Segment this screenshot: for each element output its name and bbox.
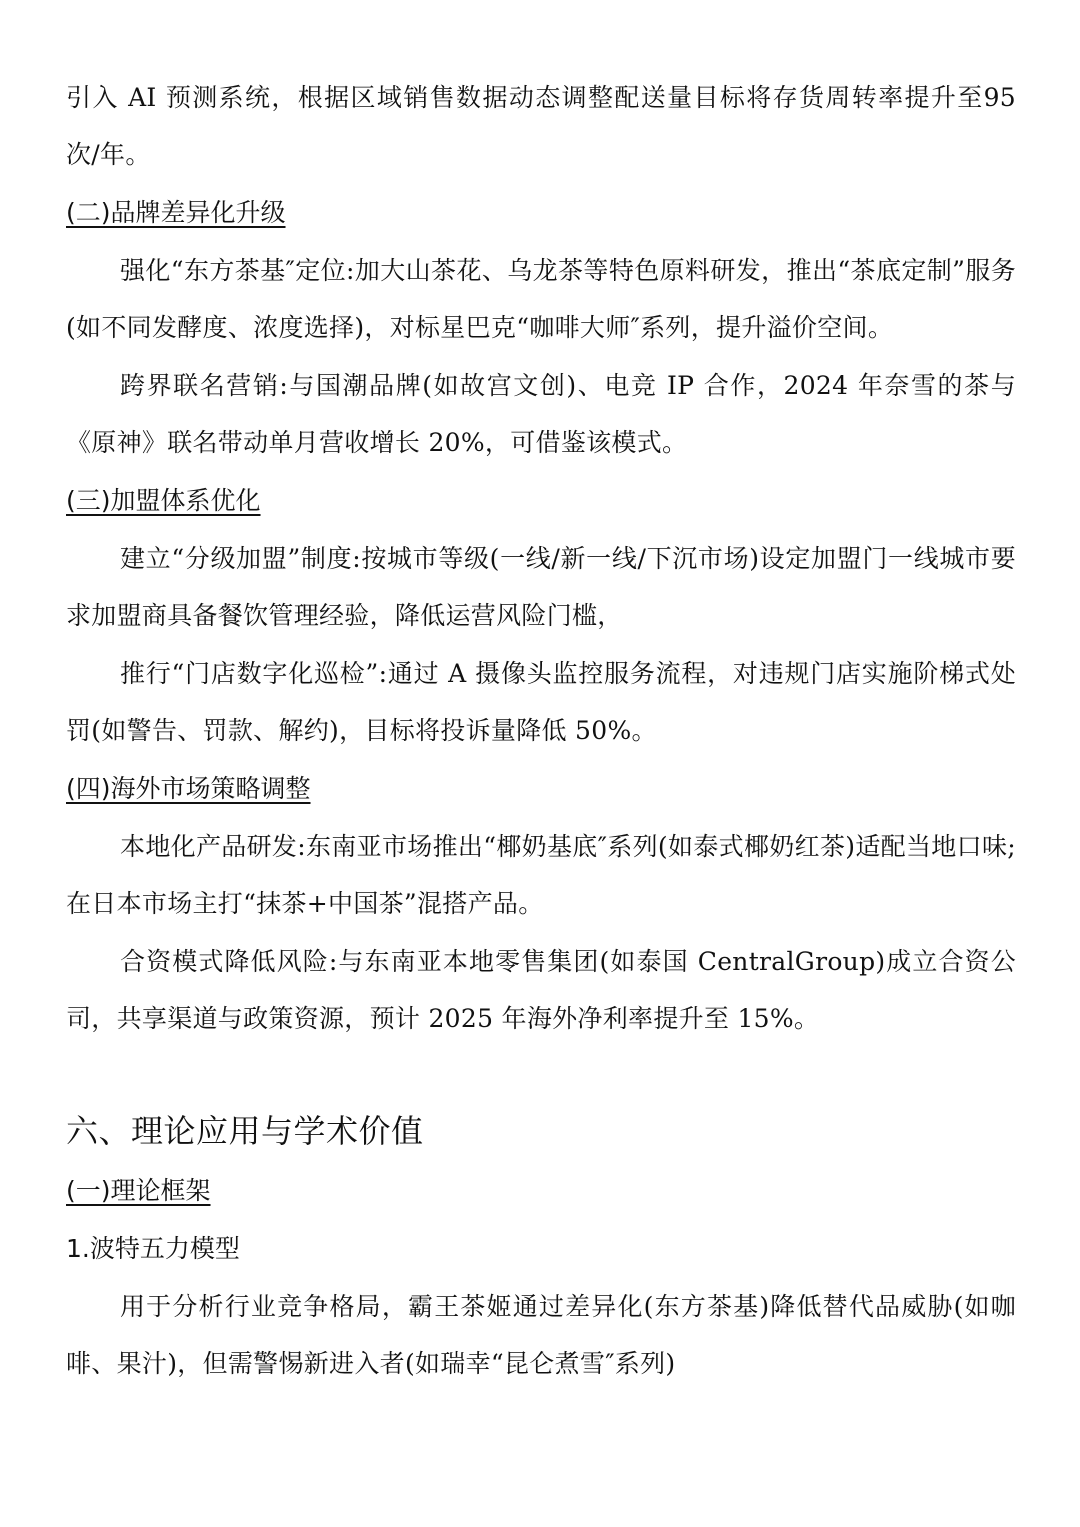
heading-overseas-strategy — [66, 761, 1016, 817]
heading-franchise-optimization — [66, 473, 1016, 529]
heading-theory-framework-text: (一)理论框架 — [66, 1176, 211, 1205]
paragraph-crossover-marketing: 跨界联名营销:与国潮品牌(如故宫文创)、电竞 IP 合作，2024 年奈雪的茶与《原神》联名带动单月营收增长 20%，可借鉴该模式。 — [66, 371, 1016, 457]
paragraph-joint-venture: 合资模式降低风险:与东南亚本地零售集团(如泰国 CentralGroup)成立合资公司，共享渠道与政策资源，预计 2025 年海外净利率提升至 15%。 — [66, 947, 1016, 1033]
paragraph-digital-inspection: 推行“门店数字化巡检”:通过 A 摄像头监控服务流程，对违规门店实施阶梯式处罚(如警告、罚款、解约)，目标将投诉量降低 50%。 — [66, 659, 1016, 745]
heading-theory-framework — [66, 1163, 1016, 1219]
paragraph-brand-positioning: 强化“东方茶基″定位:加大山茶花、乌龙茶等特色原料研发，推出“茶底定制”服务(如不同发酵度、浓度选择)，对标星巴克“咖啡大师″系列，提升溢价空间。 — [66, 256, 1016, 342]
heading-brand-differentiation-text: (二)品牌差异化升级 — [66, 198, 286, 227]
paragraph-porter-analysis: 用于分析行业竞争格局，霸王茶姬通过差异化(东方茶基)降低替代品威胁(如咖啡、果汁)，但需警惕新进入者(如瑞幸“昆仑煮雪″系列) — [66, 1292, 1016, 1378]
heading-franchise-optimization-text: (三)加盟体系优化 — [66, 486, 261, 515]
heading-porter-five-forces: 1.波特五力模型 — [66, 1234, 240, 1263]
heading-brand-differentiation — [66, 185, 1016, 241]
heading-overseas-strategy-text: (四)海外市场策略调整 — [66, 774, 311, 803]
document-page — [66, 70, 1016, 1394]
paragraph-intro: 引入 AI 预测系统，根据区域销售数据动态调整配送量目标将存货周转率提升至95 次/年。 — [66, 83, 1016, 169]
heading-section-six: 六、理论应用与学术价值 — [66, 1112, 424, 1150]
paragraph-localized-products: 本地化产品研发:东南亚市场推出“椰奶基底″系列(如泰式椰奶红茶)适配当地口味;在日本市场主打“抹茶+中国茶”混搭产品。 — [66, 832, 1016, 918]
paragraph-tiered-franchise: 建立“分级加盟”制度:按城市等级(一线/新一线/下沉市场)设定加盟门一线城市要求加盟商具备餐饮管理经验，降低运营风险门槛， — [66, 544, 1016, 630]
